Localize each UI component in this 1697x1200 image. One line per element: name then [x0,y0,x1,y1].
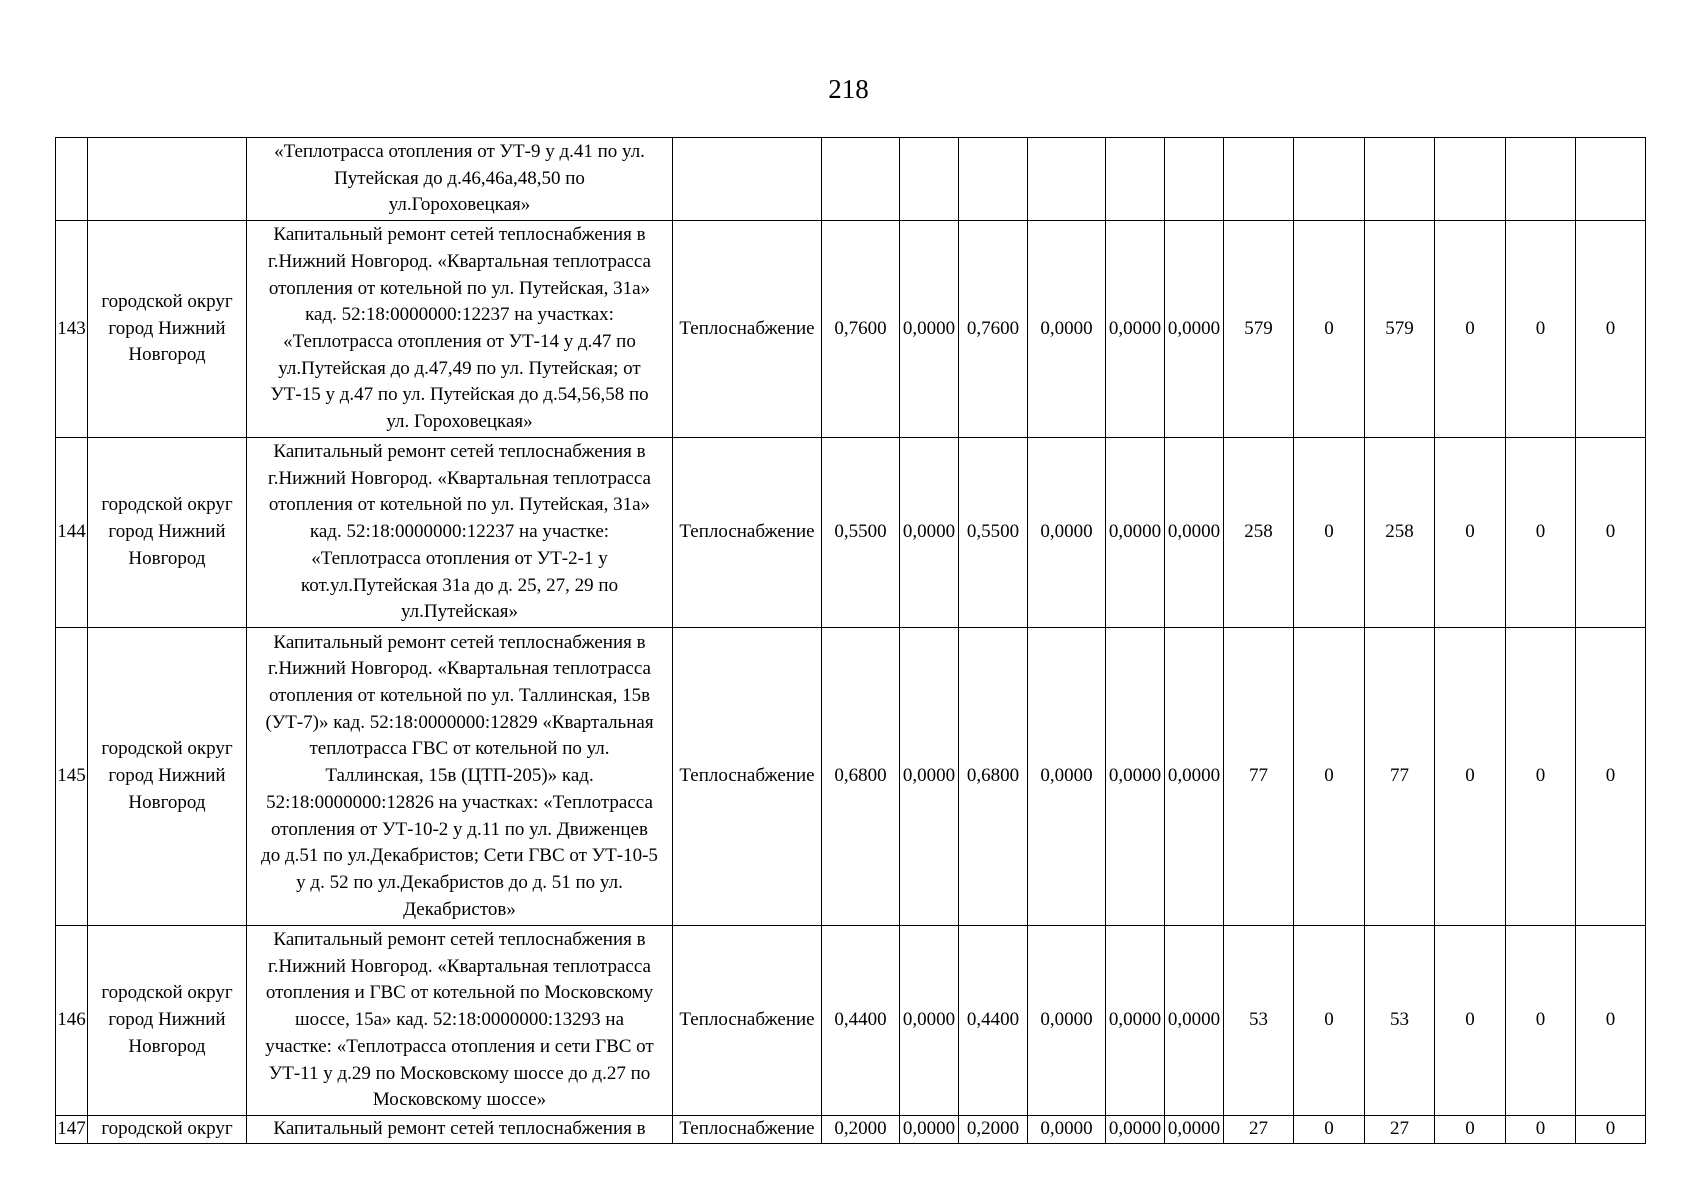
value-cell: 579 [1224,221,1294,438]
value-cell [822,138,900,221]
row-number-cell: 147 [56,1116,88,1144]
type-cell: Теплоснабжение [673,221,822,438]
description-cell [247,438,673,628]
value-cell [900,138,959,221]
value-cell: 77 [1224,628,1294,926]
municipality-cell-line: городской округ [101,1118,233,1139]
description-cell-line: отопления от котельной по ул. Путейская, 31а» [268,277,651,299]
description-cell-line: Капитальный ремонт сетей теплоснабжения в [273,441,646,463]
value-cell: 0,6800 [959,628,1028,926]
municipality-cell-line: городской округ [101,982,233,1004]
table-row [56,628,1646,926]
value-cell: 0,0000 [1165,926,1224,1116]
description-cell-line: кад. 52:18:0000000:12237 на участке: [309,521,610,543]
table-row [56,438,1646,628]
municipality-cell-line: Новгород [128,344,206,366]
value-cell: 0,0000 [1028,926,1106,1116]
value-cell: 0,0000 [1165,1116,1224,1144]
value-cell: 0,6800 [822,628,900,926]
description-cell-line: ул.Путейская до д.47,49 по ул. Путейская; от [278,357,641,379]
value-cell: 0 [1435,926,1506,1116]
value-cell: 0,0000 [1165,628,1224,926]
municipality-cell-line: город Нижний [108,765,226,787]
page-number: 218 [828,74,869,104]
value-cell [1028,138,1106,221]
value-cell: 0 [1506,1116,1576,1144]
value-cell [1506,138,1576,221]
value-cell: 0 [1506,221,1576,438]
type-cell: Теплоснабжение [673,438,822,628]
investment-program-table [55,137,1646,1144]
value-cell: 27 [1365,1116,1435,1144]
value-cell: 0 [1506,628,1576,926]
value-cell: 258 [1224,438,1294,628]
value-cell: 0,0000 [1028,1116,1106,1144]
value-cell: 0,4400 [959,926,1028,1116]
value-cell [1106,138,1165,221]
value-cell: 0,0000 [900,221,959,438]
value-cell: 0,2000 [822,1116,900,1144]
type-cell: Теплоснабжение [673,628,822,926]
value-cell: 0,0000 [1106,628,1165,926]
value-cell: 0,0000 [1106,926,1165,1116]
table-row [56,138,1646,221]
value-cell: 0,0000 [900,926,959,1116]
description-cell-line: Декабристов» [403,898,516,920]
value-cell: 0,0000 [900,438,959,628]
municipality-cell [88,926,247,1116]
row-number-cell: 144 [56,438,88,628]
description-cell-line: шоссе, 15а» кад. 52:18:0000000:13293 на [294,1009,625,1031]
value-cell: 0,7600 [959,221,1028,438]
value-cell [1365,138,1435,221]
municipality-cell-line: Новгород [128,1035,206,1057]
value-cell: 0,0000 [1028,438,1106,628]
value-cell: 53 [1365,926,1435,1116]
value-cell: 0,0000 [1028,628,1106,926]
type-cell: Теплоснабжение [673,1116,822,1144]
municipality-cell-line: город Нижний [108,317,226,339]
municipality-cell-line: Новгород [128,791,206,813]
value-cell: 0,0000 [900,1116,959,1144]
row-number-cell [56,138,88,221]
value-cell: 0,0000 [1165,221,1224,438]
value-cell: 0,2000 [959,1116,1028,1144]
value-cell [1224,138,1294,221]
description-cell-line: кад. 52:18:0000000:12237 на участках: [305,304,614,326]
description-cell-line: до д.51 по ул.Декабристов; Сети ГВС от УТ-10-5 [261,845,658,867]
description-cell [247,221,673,438]
description-cell [247,138,673,221]
description-cell-line: (УТ-7)» кад. 52:18:0000000:12829 «Квартальная [265,711,654,733]
description-cell [247,926,673,1116]
description-cell-line: участке: «Теплотрасса отопления и сети ГВС от [265,1035,654,1057]
description-cell-line: Капитальный ремонт сетей теплоснабжения в [273,1118,646,1139]
description-cell-line: отопления от котельной по ул. Таллинская, 15в [268,685,651,707]
value-cell [1435,138,1506,221]
description-cell-line: кот.ул.Путейская 31а до д. 25, 27, 29 по [300,574,619,596]
value-cell: 0,4400 [822,926,900,1116]
description-cell-line: г.Нижний Новгород. «Квартальная теплотрасса [268,955,651,977]
value-cell: 0 [1506,926,1576,1116]
description-cell-line: ул.Путейская» [400,601,519,623]
row-number-cell: 145 [56,628,88,926]
value-cell: 0 [1576,628,1646,926]
value-cell: 0,0000 [900,628,959,926]
value-cell: 0 [1576,926,1646,1116]
description-cell-line: «Теплотрасса отопления от УТ-9 у д.41 по ул. [274,140,645,162]
description-cell-line: отопления от УТ-10-2 у д.11 по ул. Движенцев [271,818,648,840]
municipality-cell [88,221,247,438]
value-cell: 27 [1224,1116,1294,1144]
value-cell: 0,5500 [959,438,1028,628]
description-cell-line: Путейская до д.46,46а,48,50 по [334,167,585,189]
value-cell: 0,0000 [1106,221,1165,438]
description-cell-line: 52:18:0000000:12826 на участках: «Теплотрасса [266,791,653,813]
description-cell-line: теплотрасса ГВС от котельной по ул. [309,738,610,760]
description-cell-line: «Теплотрасса отопления от УТ-2-1 у [311,547,608,569]
value-cell: 258 [1365,438,1435,628]
row-number-cell: 146 [56,926,88,1116]
value-cell: 0 [1435,628,1506,926]
municipality-cell-line: городской округ [101,494,233,516]
value-cell: 0,0000 [1165,438,1224,628]
value-cell: 0 [1435,438,1506,628]
value-cell: 0 [1576,221,1646,438]
description-cell [247,1116,673,1144]
table-row [56,1116,1646,1144]
description-cell [247,628,673,926]
municipality-cell-line: городской округ [101,290,233,312]
value-cell: 0,0000 [1106,438,1165,628]
value-cell: 0,0000 [1028,221,1106,438]
description-cell-line: Капитальный ремонт сетей теплоснабжения в [273,224,646,246]
description-cell-line: отопления от котельной по ул. Путейская, 31а» [268,494,651,516]
description-cell-line: г.Нижний Новгород. «Квартальная теплотрасса [268,467,651,489]
value-cell [1576,138,1646,221]
municipality-cell-line: город Нижний [108,1009,226,1031]
value-cell: 0 [1576,1116,1646,1144]
description-cell-line: у д. 52 по ул.Декабристов до д. 51 по ул. [296,871,623,893]
description-cell-line: ул. Гороховецкая» [386,411,533,433]
description-cell-line: УТ-15 у д.47 по ул. Путейская до д.54,56,58 по [270,384,649,406]
value-cell: 77 [1365,628,1435,926]
row-number-cell: 143 [56,221,88,438]
description-cell-line: Московскому шоссе» [372,1089,547,1111]
value-cell [959,138,1028,221]
value-cell: 0 [1435,1116,1506,1144]
value-cell: 0 [1435,221,1506,438]
municipality-cell [88,438,247,628]
table-row [56,926,1646,1116]
description-cell-line: ул.Гороховецкая» [388,194,531,216]
description-cell-line: г.Нижний Новгород. «Квартальная теплотрасса [268,658,651,680]
value-cell: 0 [1294,221,1365,438]
description-cell-line: Таллинская, 15в (ЦТП-205)» кад. [325,765,594,787]
municipality-cell [88,1116,247,1144]
value-cell [1165,138,1224,221]
value-cell: 0 [1294,926,1365,1116]
municipality-cell [88,628,247,926]
description-cell-line: УТ-11 у д.29 по Московскому шоссе до д.27 по [268,1062,651,1084]
value-cell: 0,5500 [822,438,900,628]
value-cell: 0,7600 [822,221,900,438]
description-cell-line: Капитальный ремонт сетей теплоснабжения в [273,631,646,653]
value-cell: 0 [1294,1116,1365,1144]
type-cell: Теплоснабжение [673,926,822,1116]
description-cell-line: «Теплотрасса отопления от УТ-14 у д.47 по [283,331,636,352]
municipality-cell-line: городской округ [101,738,233,760]
description-cell-line: отопления и ГВС от котельной по Московскому [265,982,654,1004]
value-cell: 0,0000 [1106,1116,1165,1144]
municipality-cell-line: город Нижний [108,521,226,543]
description-cell-line: Капитальный ремонт сетей теплоснабжения в [273,929,646,951]
value-cell: 0 [1576,438,1646,628]
value-cell: 579 [1365,221,1435,438]
value-cell: 53 [1224,926,1294,1116]
municipality-cell-line: Новгород [128,547,206,569]
value-cell: 0 [1506,438,1576,628]
value-cell: 0 [1294,438,1365,628]
value-cell [1294,138,1365,221]
description-cell-line: г.Нижний Новгород. «Квартальная теплотрасса [268,250,651,272]
value-cell: 0 [1294,628,1365,926]
table-row [56,221,1646,438]
municipality-cell [88,138,247,221]
type-cell [673,138,822,221]
